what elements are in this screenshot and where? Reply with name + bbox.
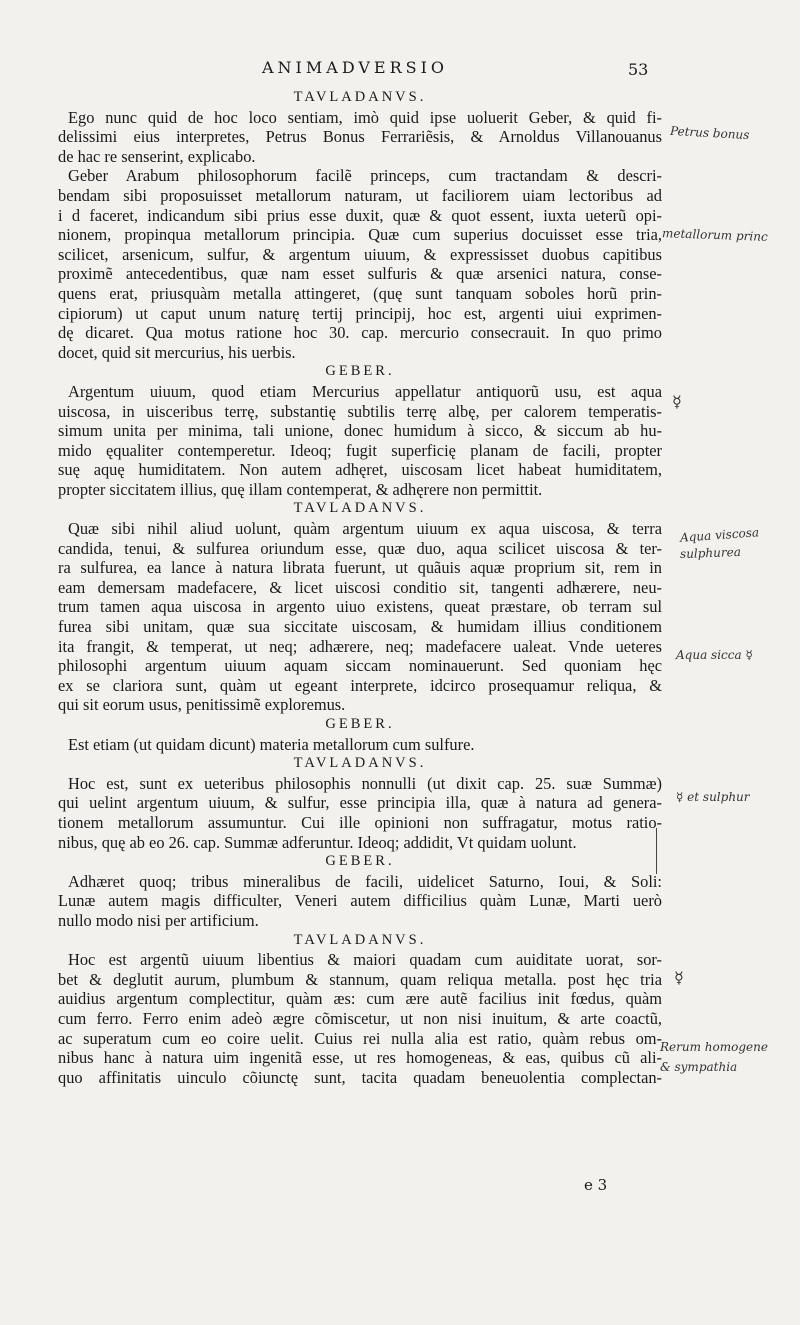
text-line: auidius argentum complectitur, quàm æs: cum ære autẽ facilius init fœdus, quàm: [58, 989, 662, 1009]
text-line: trum tamen aqua uiscosa in argento uiuo existens, queat præstare, ob terram sul: [58, 597, 662, 617]
margin-note: ☿ et sulphur: [676, 790, 750, 804]
catchword: e 3: [584, 1176, 608, 1194]
text-line: nionem, propinqua metallorum principia. Quæ cum superius docuisset esse tria,: [58, 225, 662, 245]
section-heading: TAVLADANVS.: [293, 755, 427, 772]
margin-note: Petrus bonus: [669, 123, 750, 143]
text-line: Lunæ autem magis difficulter, Veneri autem difficilius quàm Lunæ, Marti uerò: [58, 891, 662, 911]
text-line: docet, quid sit mercurius, his uerbis.: [58, 342, 296, 362]
text-line: simum unita per minima, tali unione, donec humidum à sicco, & siccum ab hu-: [58, 421, 662, 441]
text-line: scilicet, arsenicum, sulfur, & argentum uiuum, & expressisset duobus capitibus: [58, 244, 662, 264]
text-line: eam demersam madefacere, & licet uiscosi conditio sit, tangenti adhærere, neu-: [58, 577, 662, 597]
text-line: proximẽ antecedentibus, quæ nam esset sulfuris & quæ arsenici natura, conse-: [58, 264, 662, 284]
text-line: nullo modo nisi per artificium.: [58, 910, 259, 930]
text-line: delissimi eius interpretes, Petrus Bonus Ferrariẽsis, & Arnoldus Villanouanus: [58, 127, 662, 147]
margin-note: ☿: [674, 968, 684, 987]
margin-note: ☿: [672, 392, 682, 411]
section-heading: GEBER.: [325, 363, 395, 380]
text-line: de hac re senserint, explicabo.: [58, 146, 256, 166]
margin-note: sulphurea: [679, 544, 742, 562]
text-line: Est etiam (ut quidam dicunt) materia metallorum cum sulfure.: [68, 734, 475, 754]
text-line: quo affinitatis uinculo cõiunctę sunt, tacita quadam beneuolentia complectan-: [58, 1067, 662, 1087]
margin-note: Aqua viscosa: [679, 525, 760, 545]
running-head: ANIMADVERSIO: [262, 58, 449, 77]
text-line: uiscosa, in uisceribus terrę, substantię subtilis terrę albę, per calorem temperatis-: [58, 401, 662, 421]
section-heading: TAVLADANVS.: [293, 89, 427, 105]
text-line: quens erat, priusquàm metalla attingeret, (quę sunt tanquam soboles horũ prin-: [58, 283, 662, 303]
text-line: Adhæret quoq; tribus mineralibus de facili, uidelicet Saturno, Ioui, & Soli:: [68, 871, 662, 891]
text-line: tionem metallorum assumuntur. Cui ille opinioni non suffragatur, motus ratio-: [58, 812, 662, 832]
text-line: cum ferro. Ferro enim adeò ægre cõmiscetur, ut non nisi inuitum, & arte coactũ,: [58, 1008, 662, 1028]
text-line: dę dicaret. Qua motus ratione hoc 30. cap. mercurio consecrauit. In quo primo: [58, 323, 662, 343]
text-line: ac superatum cum eo coire uelit. Cuius rei nulla alia est ratio, quàm rebus om-: [58, 1028, 662, 1048]
text-line: candida, tenui, & sulfurea oriundum esse, quæ duo, aqua scilicet uiscosa & ter-: [58, 538, 662, 558]
text-line: ra sulfurea, ea lance à natura librata fuerunt, ut quãuis aquæ proprium sit, rem in: [58, 558, 662, 578]
text-line: mido ęqualiter contemperetur. Ideoq; fugit superficię planam de facili, propter: [58, 440, 662, 460]
margin-note: metallorum princ: [661, 226, 768, 244]
text-line: philosophi argentum uiuum aquam siccam nominauerunt. Sed quoniam hęc: [58, 656, 662, 676]
margin-bracket: [656, 828, 663, 874]
section-heading: GEBER.: [325, 853, 395, 870]
text-line: Geber Arabum philosophorum facilẽ princeps, cum tractandam & descri-: [68, 166, 662, 186]
text-line: suę aquę humiditatem. Non autem adhęret, uiscosam licet habeat humiditatem,: [58, 460, 662, 480]
text-line: bendam sibi proposuisset metallorum naturam, ut faciliorem uiam lectoribus ad: [58, 185, 662, 205]
section-heading: GEBER.: [325, 716, 395, 732]
text-line: qui uelint argentum uiuum, & sulfur, esse principia illa, quæ à natura ad genera-: [58, 793, 662, 813]
section-heading: TAVLADANVS.: [293, 500, 427, 517]
text-line: Ego nunc quid de hoc loco sentiam, imò quid ipse uoluerit Geber, & quid fi-: [68, 107, 662, 127]
text-line: i d faceret, indicandum sibi prius esse duxit, quæ & quot essent, iuxta ueterũ opi-: [58, 205, 662, 225]
margin-note: Rerum homogene: [660, 1040, 768, 1054]
text-line: Quæ sibi nihil aliud uolunt, quàm argentum uiuum ex aqua uiscosa, & terra: [68, 519, 662, 539]
text-line: qui sit eorum usus, penitissimẽ exploremus.: [58, 695, 346, 715]
margin-note: & sympathia: [660, 1060, 738, 1074]
text-line: Argentum uiuum, quod etiam Mercurius appellatur antiquorũ usu, est aqua: [68, 381, 662, 401]
text-line: cipiorum) ut caput unum naturę tertij principij, hoc est, argenti uiui exprimen-: [58, 303, 662, 323]
text-line: ex se clariora sunt, quàm ut egeant interprete, idcirco prosequamur reliqua, &: [58, 675, 662, 695]
text-line: Hoc est argentũ uiuum libentius & maiori quadam cum auiditate uorat, sor-: [68, 950, 662, 970]
section-heading: TAVLADANVS.: [293, 931, 427, 948]
body-text: [58, 88, 662, 1087]
text-line: furea sibi unitam, quæ sua siccitate uiscosam, & humidam illius conditionem: [58, 617, 662, 637]
text-line: nibus hanc à natura uim ingenitã esse, ut res homogeneas, & eas, quibus cũ ali-: [58, 1048, 662, 1068]
text-line: ita frangit, & temperat, ut neq; adhærere, neq; madefacere ualeat. Vnde ueteres: [58, 636, 662, 656]
text-line: propter siccitatem illius, quę illam contemperat, & adhęrere non permittit.: [58, 479, 543, 499]
text-line: Hoc est, sunt ex ueteribus philosophis nonnulli (ut dixit cap. 25. suæ Summæ): [68, 773, 662, 793]
text-line: nibus, quę ab eo 26. cap. Summæ adferuntur. Ideoq; addidit, Vt quidam uolunt.: [58, 832, 577, 852]
text-line: bet & deglutit aurum, plumbum & stannum, quam reliqua metalla. post hęc tria: [58, 969, 662, 989]
page-number: 53: [628, 60, 649, 79]
margin-note: Aqua sicca ☿: [676, 648, 753, 662]
